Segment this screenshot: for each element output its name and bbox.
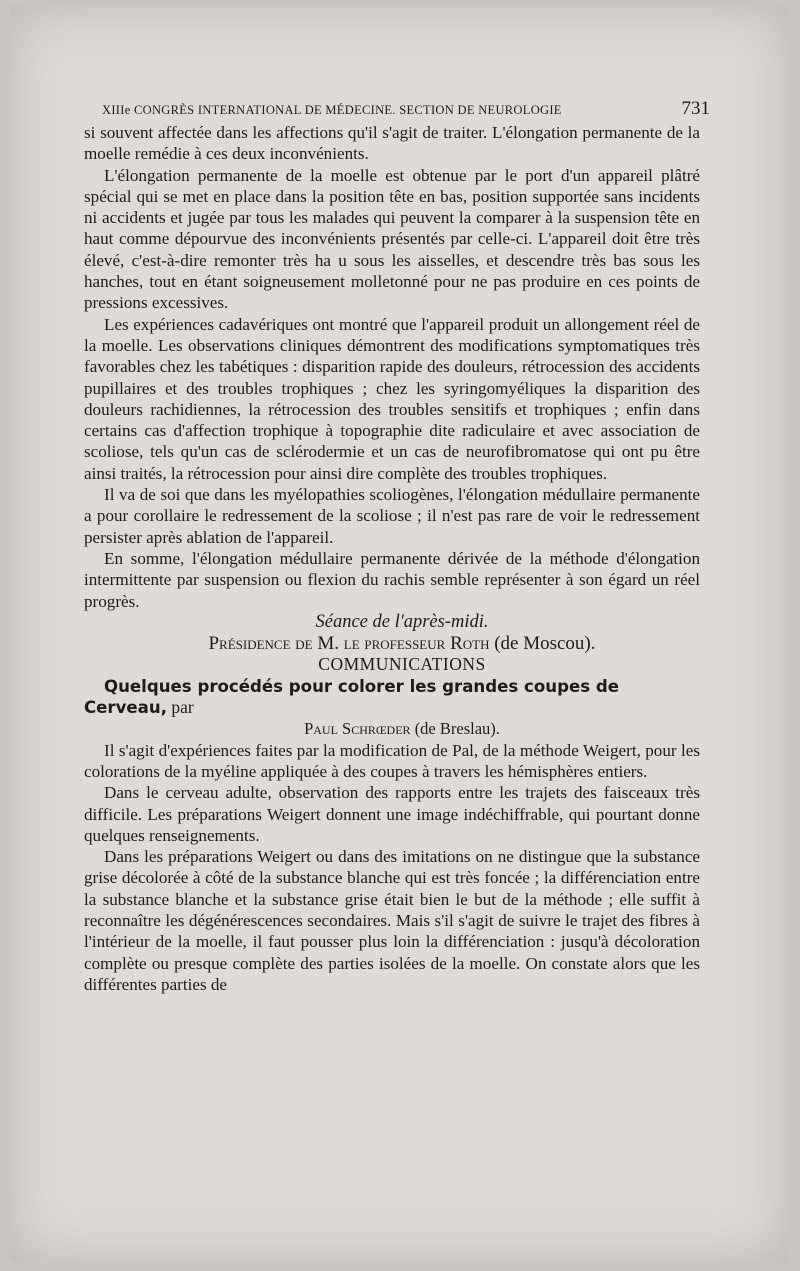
communication-by: par: [171, 697, 194, 718]
president-name: Roth: [450, 633, 490, 655]
running-header: [102, 98, 710, 122]
paragraph: Les expériences cadavériques ont montré que l'appareil produit un allongement réel de la moelle. Les observations cliniques démontrent des modifications symptomatiques très favorables chez les tabétiques : disparition rapide des douleurs, rétrocession des accidents pupillaires et des troubles trophiques ; chez les syringomyéliques la disparition des douleurs rachidiennes, la rétrocession des troubles sensitifs et trophiques ; enfin dans certains cas d'affection trophique à topographie dite radiculaire et avec association de scoliose, tels qu'un cas de sclérodermie et un cas de neurofibromatose qui ont pu être ainsi traités, la rétrocession pour ainsi dire complète des troubles trophiques.: [84, 314, 700, 483]
communication-author-line: [84, 718, 700, 739]
president-origin: (de Moscou).: [494, 633, 596, 655]
seance-title: Séance de l'après-midi.: [315, 611, 489, 632]
presidence-line: [84, 633, 700, 654]
paragraph: Dans les préparations Weigert ou dans des imitations on ne distingue que la substance grise décolorée à côté de la substance blanche qui est très foncée ; la différenciation entre la substance blanche et la substance grise était bien le but de la méthode ; elle suffit à reconnaître les dégénérescences secondaires. Mais s'il s'agit de suivre le trajet des fibres à l'intérieur de la moelle, il faut pousser plus loin la différenciation : jusqu'à décoloration complète ou presque complète des parties isolées de la moelle. On constate alors que les différentes parties de: [84, 847, 700, 994]
paragraph: si souvent affectée dans les affections qu'il s'agit de traiter. L'élongation permanente de la moelle remédie à ces deux inconvénients.: [84, 123, 700, 164]
communication-title-line: [84, 676, 700, 719]
paragraph: Il va de soi que dans les myélopathies scoliogènes, l'élongation médullaire permanente a pour corollaire le redressement de la scoliose ; il n'est pas rare de voir le redressement persister après ablation de l'appareil.: [84, 485, 700, 547]
presidence-prefix: Présidence de M. le professeur: [208, 633, 446, 655]
communication-author: Paul Schrœder: [304, 719, 411, 739]
paragraph: Il s'agit d'expériences faites par la modification de Pal, de la méthode Weigert, pour les colorations de la myéline appliquée à des coupes à travers les hémisphères entiers.: [84, 740, 700, 781]
communication-title: Quelques procédés pour colorer les grandes coupes de Cerveau,: [84, 676, 619, 718]
section-heading: COMMUNICATIONS: [318, 654, 486, 675]
paragraph: L'élongation permanente de la moelle est obtenue par le port d'un appareil plâtré spécial qui se met en place dans la position tête en bas, position supportée sans incidents ni accidents et jugée par tous les malades qui peuvent la comparer à la suspension tête en haut comme dépourvue des inconvénients présentés par celle-ci. L'appareil doit être très élevé, c'est-à-dire remonter très ha u sous les aisselles, et descendre très bas sous les hanches, tout en étant soigneusement molletonné pour ne pas produire en ces points de pressions excessives.: [84, 165, 700, 313]
paragraph: Dans le cerveau adulte, observation des rapports entre les trajets des faisceaux très difficile. Les préparations Weigert donnent une image indéchiffrable, qui pourtant donne quelques renseignements.: [84, 783, 700, 845]
page-number: 731: [681, 98, 710, 119]
running-title: XIIIe CONGRÈS INTERNATIONAL DE MÉDECINE. SECTION DE NEUROLOGIE: [102, 103, 562, 117]
communication-author-origin: (de Breslau).: [414, 719, 500, 739]
paragraph: En somme, l'élongation médullaire permanente dérivée de la méthode d'élongation intermittente par suspension ou flexion du rachis semble représenter à son égard un réel progrès.: [84, 548, 700, 611]
body-text: [84, 122, 700, 995]
